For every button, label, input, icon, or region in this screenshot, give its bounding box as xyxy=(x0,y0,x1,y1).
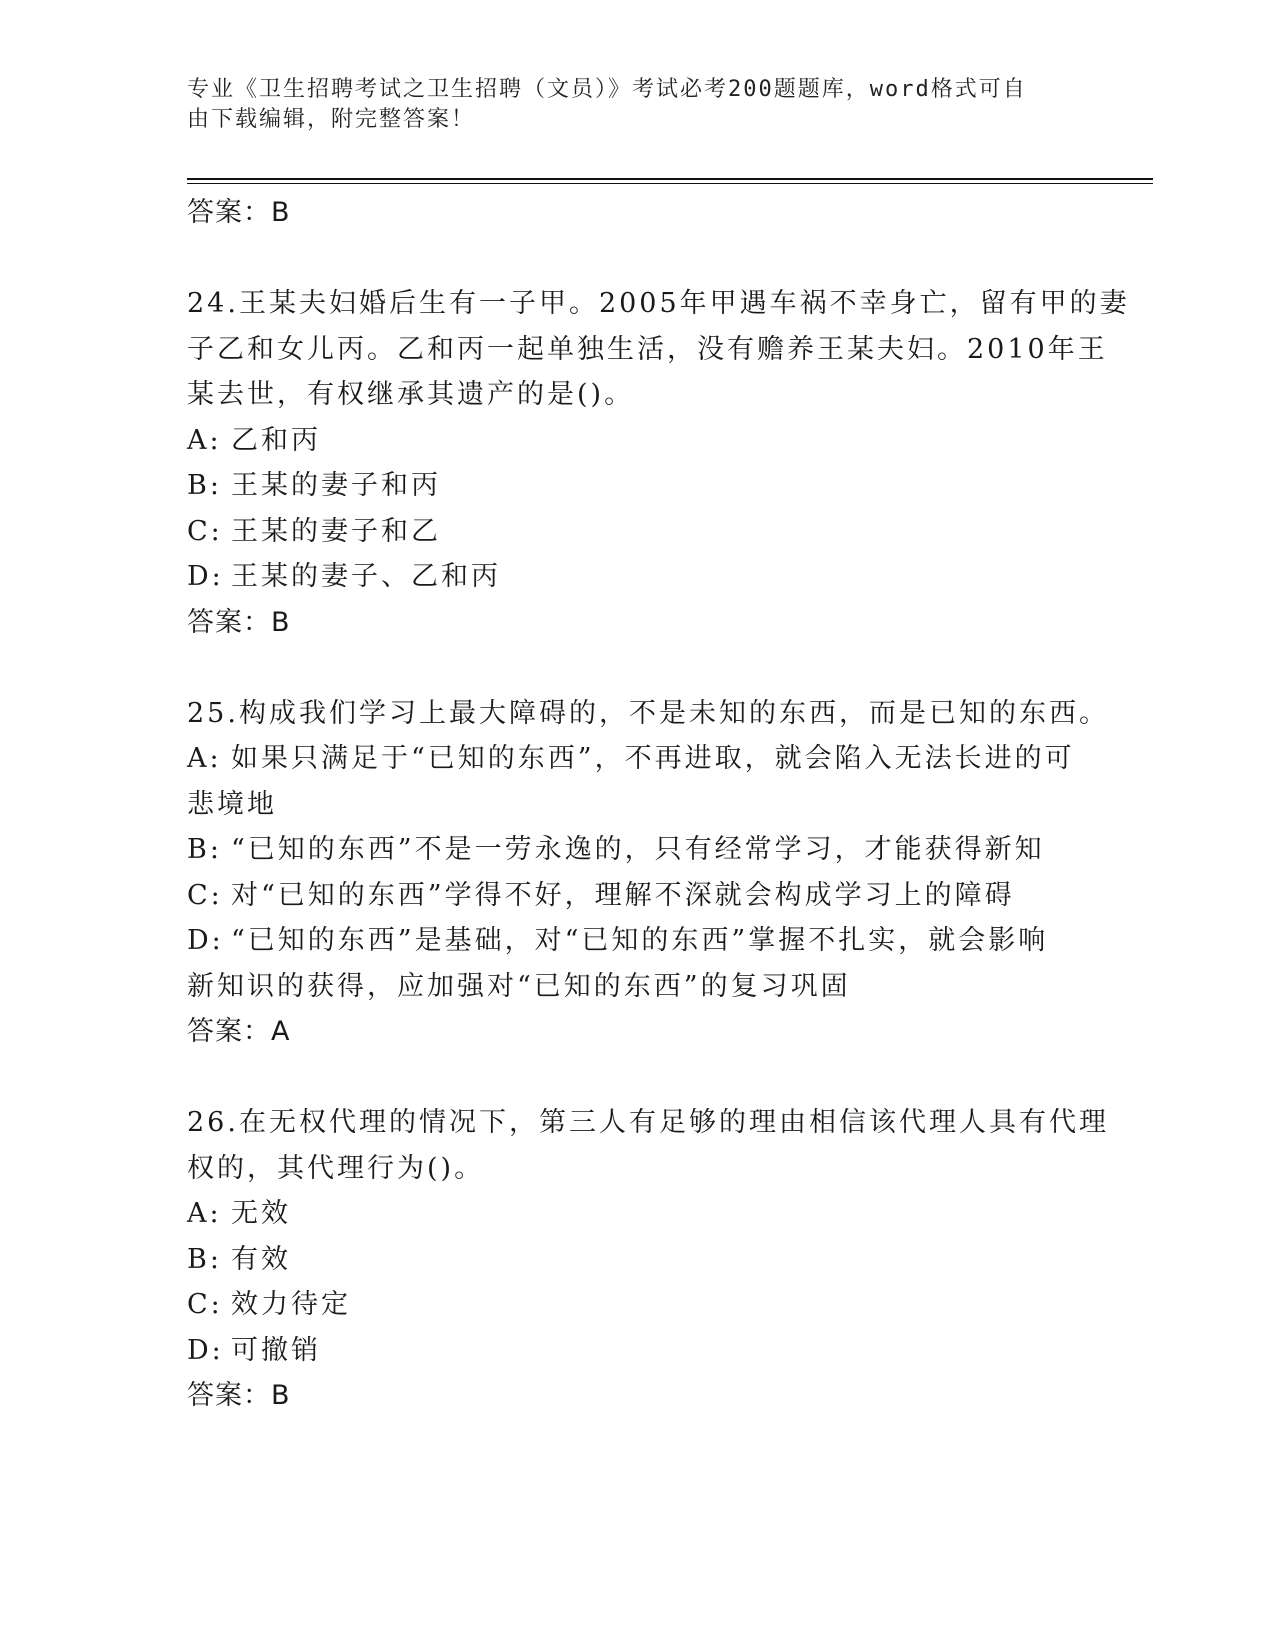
option-c: C: 对“已知的东西”学得不好，理解不深就会构成学习上的障碍 xyxy=(187,879,1015,911)
option-a: A: 乙和丙 xyxy=(187,424,321,456)
question-block xyxy=(187,691,1109,1055)
previous-answer: 答案：B xyxy=(187,197,291,228)
document-header xyxy=(187,75,1077,135)
option-d: D: 王某的妻子、乙和丙 xyxy=(187,561,501,592)
option-d-continued: 新知识的获得，应加强对“已知的东西”的复习巩固 xyxy=(187,970,851,1002)
option-a: A: 如果只满足于“已知的东西”，不再进取，就会陷入无法长进的可 xyxy=(187,743,1075,774)
option-d: D: 可撤销 xyxy=(187,1334,321,1366)
option-a: A: 无效 xyxy=(187,1198,291,1229)
question-stem-line: 26.在无权代理的情况下，第三人有足够的理由相信该代理人具有代理 xyxy=(187,1107,1109,1138)
question-list xyxy=(187,190,1130,1419)
option-b: B: “已知的东西”不是一劳永逸的，只有经常学习，才能获得新知 xyxy=(187,834,1045,865)
option-a-continued: 悲境地 xyxy=(187,788,277,820)
answer-line: 答案：A xyxy=(187,1016,291,1047)
option-b: B: 王某的妻子和丙 xyxy=(187,470,441,501)
option-c: C: 效力待定 xyxy=(187,1289,351,1320)
question-stem-line: 子乙和女儿丙。乙和丙一起单独生活，没有赡养王某夫妇。2010年王 xyxy=(187,333,1108,365)
question-stem-line: 25.构成我们学习上最大障碍的，不是未知的东西，而是已知的东西。 xyxy=(187,697,1109,729)
option-b: B: 有效 xyxy=(187,1243,291,1275)
option-c: C: 王某的妻子和乙 xyxy=(187,515,441,547)
header-divider xyxy=(187,178,1153,180)
header-divider-thin xyxy=(187,183,1153,184)
question-block xyxy=(187,1100,1109,1419)
question-block xyxy=(187,281,1130,645)
question-stem-line: 24.王某夫妇婚后生有一子甲。2005年甲遇车祸不幸身亡，留有甲的妻 xyxy=(187,288,1130,319)
header-line-1: 专业《卫生招聘考试之卫生招聘（文员）》考试必考200题题库，word格式可自 xyxy=(187,77,1027,102)
answer-line: 答案：B xyxy=(187,1380,291,1411)
option-d: D: “已知的东西”是基础，对“已知的东西”掌握不扎实，就会影响 xyxy=(187,925,1049,956)
question-stem-line: 权的，其代理行为()。 xyxy=(187,1152,485,1184)
header-line-2: 由下载编辑，附完整答案！ xyxy=(187,107,476,132)
answer-line: 答案：B xyxy=(187,606,291,638)
question-stem-line: 某去世，有权继承其遗产的是()。 xyxy=(187,379,635,410)
